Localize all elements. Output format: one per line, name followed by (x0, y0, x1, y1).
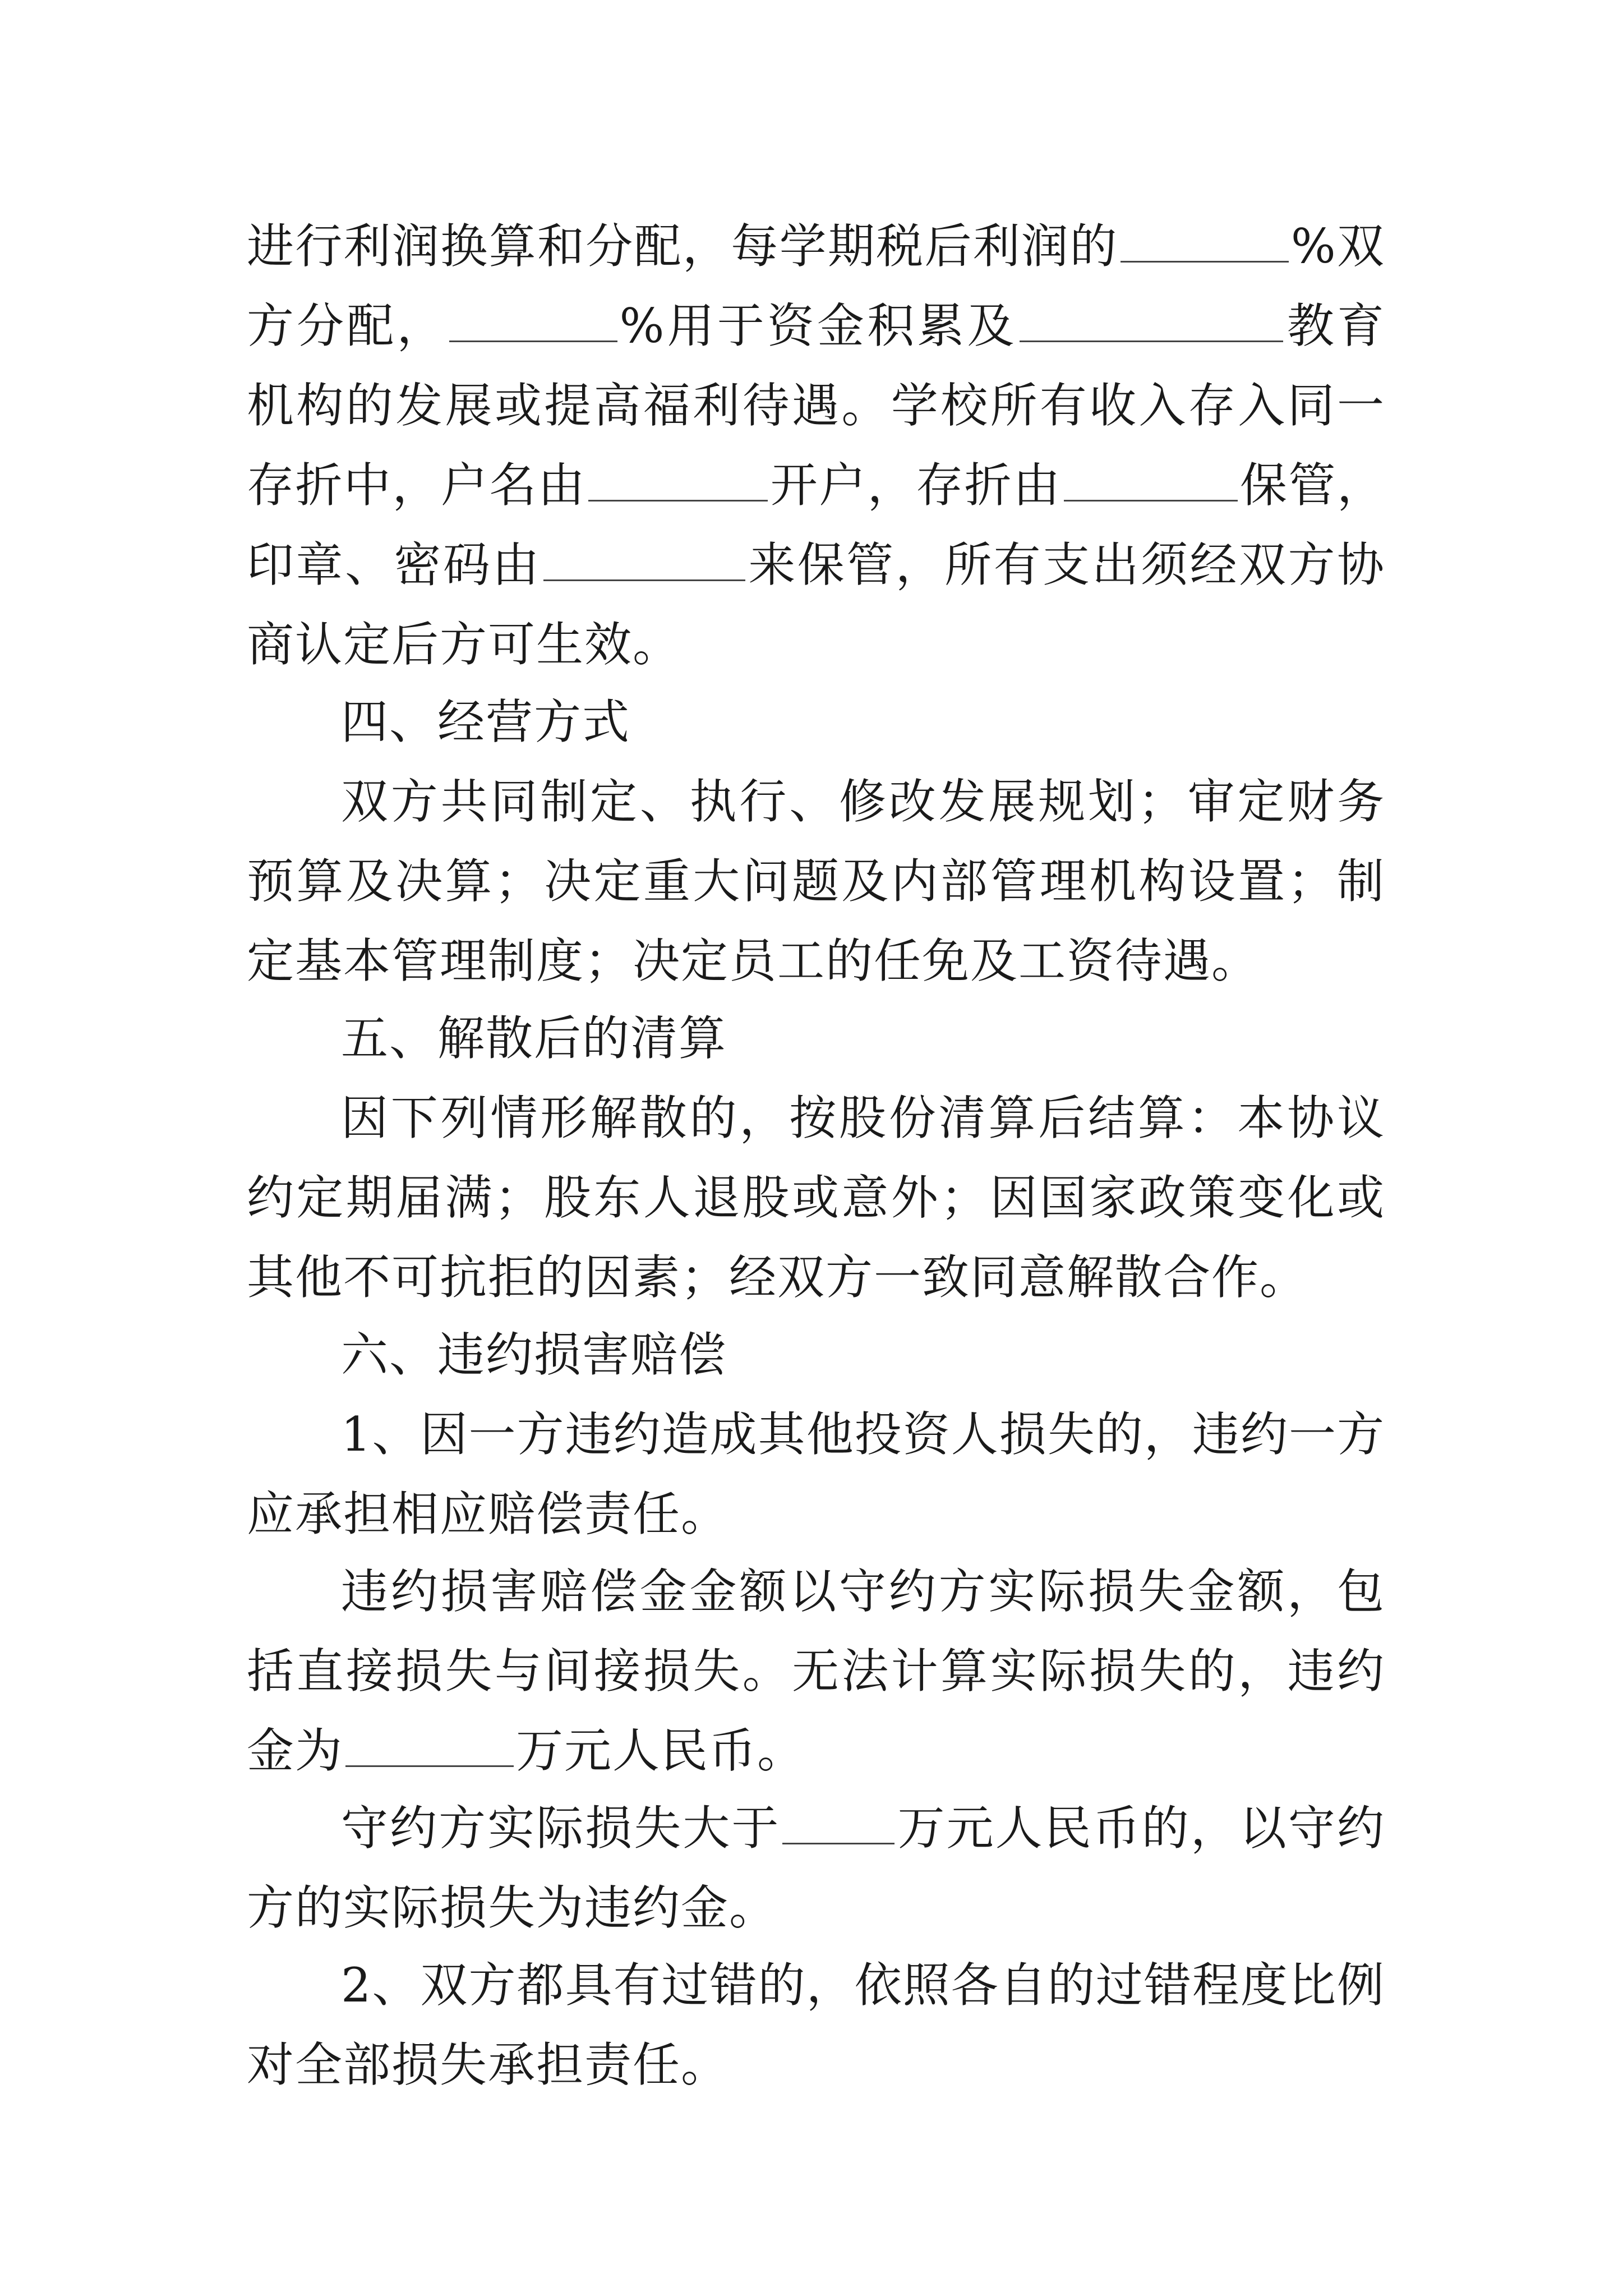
operation-paragraph: 双方共同制定、执行、修改发展规划；审定财务预算及决算；决定重大问题及内部管理机构设置；制定基本管理制度；决定员工的任免及工资待遇。 (247, 774, 1385, 988)
profit-text-6: 保管，印章、密码由 (247, 458, 1385, 592)
profit-text-3: %用于资金积累及 (619, 298, 1017, 353)
damages-clause-2: 2、双方都具有过错的，依照各自的过错程度比例对全部损失承担责任。 (247, 1958, 1385, 2092)
damages-amount-text-2: 万元人民币。 (516, 1723, 806, 1778)
fund-accumulation-blank[interactable] (449, 306, 617, 342)
penalty-amount-blank[interactable] (345, 1731, 514, 1767)
document-page (247, 206, 1385, 2102)
account-holder-blank[interactable] (588, 465, 768, 501)
seal-keeper-blank[interactable] (543, 545, 745, 581)
damages-amount-text-1: 违约损害赔偿金金额以守约方实际损失金额，包括直接损失与间接损失。无法计算实际损失的，违约金为 (247, 1564, 1385, 1778)
actual-loss-text-2: 万元人民币的，以守约方的实际损失为违约金。 (247, 1801, 1385, 1935)
actual-loss-paragraph (247, 1788, 1385, 1948)
profit-text-7: 来保管，所有支出须经双方协商认定后方可生效。 (247, 537, 1385, 672)
profit-text-2: %双方分配， (247, 219, 1385, 353)
actual-loss-text-1: 守约方实际损失大于 (341, 1801, 781, 1856)
profit-share-blank[interactable] (1121, 226, 1289, 263)
section-heading-operation: 四、经营方式 (341, 694, 631, 749)
loss-threshold-blank[interactable] (782, 1808, 895, 1844)
section-heading-damages: 六、违约损害赔偿 (341, 1327, 727, 1382)
profit-text-4: 教育机构的发展或提高福利待遇。学校所有收入存入同一存折中，户名由 (247, 298, 1385, 513)
liquidation-paragraph: 因下列情形解散的，按股份清算后结算：本协议约定期届满；股东人退股或意外；因国家政策变化或其他不可抗拒的因素；经双方一致同意解散合作。 (247, 1091, 1385, 1305)
institution-name-blank[interactable] (1020, 306, 1283, 342)
section-heading-liquidation: 五、解散后的清算 (341, 1011, 727, 1066)
profit-text-1: 进行利润换算和分配，每学期税后利润的 (247, 219, 1118, 274)
damages-clause-1: 1、因一方违约造成其他投资人损失的，违约一方应承担相应赔偿责任。 (247, 1407, 1385, 1542)
profit-text-5: 开户，存折由 (770, 458, 1062, 513)
damages-amount-paragraph (247, 1552, 1385, 1791)
profit-distribution-paragraph (247, 206, 1385, 684)
passbook-keeper-blank[interactable] (1064, 465, 1238, 501)
